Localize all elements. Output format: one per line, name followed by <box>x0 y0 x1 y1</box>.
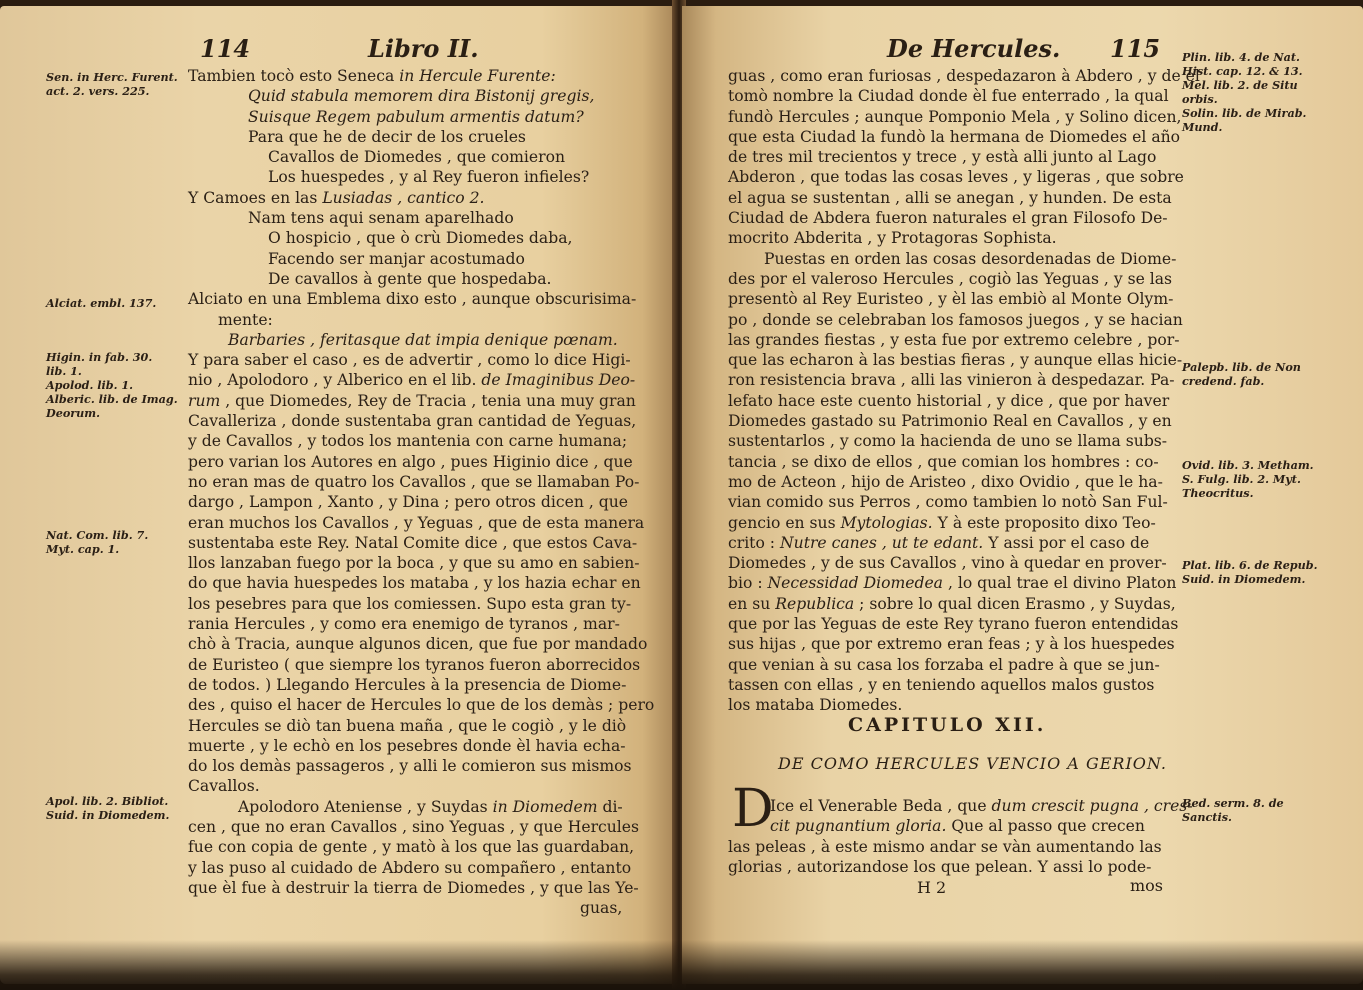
text-line <box>188 898 654 918</box>
text-run: chò à Tracia, aunque algunos dicen, que fue por mandado <box>188 635 648 654</box>
text-run: Facendo ser manjar acostumado <box>268 249 525 268</box>
italic-run: Barbaries , feritasque dat impia denique pœnam. <box>228 330 618 349</box>
text-line <box>728 492 1200 512</box>
margin-note-line: Suid. in Diomedem. <box>1182 572 1306 586</box>
text-run: Ciudad de Abdera fueron naturales el gran Filosofo De- <box>728 209 1168 228</box>
margin-note-line: Deorum. <box>46 406 101 420</box>
text-run: Tambien tocò esto Seneca <box>188 67 400 85</box>
text-line <box>728 857 1193 877</box>
margin-note-line: Mund. <box>1182 120 1223 134</box>
margin-note-line: credend. fab. <box>1182 374 1265 388</box>
text-run: di- <box>597 797 623 816</box>
text-run: muerte , y le echò en los pesebres donde èl havia echa- <box>188 736 626 755</box>
text-line <box>728 513 1200 533</box>
text-run: nio , Apolodoro , y Alberico en el lib. <box>188 371 482 390</box>
signature-mark: H 2 <box>917 878 947 897</box>
text-run: Y à este proposito dixo Teo- <box>932 513 1156 532</box>
margin-note-line: Sen. in Herc. Furent. <box>46 70 178 84</box>
margin-note-line: Alciat. embl. 137. <box>46 296 157 310</box>
text-line <box>188 797 654 817</box>
text-line <box>728 147 1200 167</box>
text-line <box>188 756 654 776</box>
text-run: pero varian los Autores en algo , pues Higinio dice , que <box>188 452 633 471</box>
margin-note-line: Plat. lib. 6. de Repub. <box>1182 558 1318 572</box>
text-run: bio : <box>728 574 768 593</box>
text-line <box>188 86 654 106</box>
italic-run: in Diomedem <box>492 797 598 816</box>
text-line <box>728 107 1200 127</box>
italic-run: Suisque Regem pabulum armentis datum? <box>248 107 584 126</box>
text-run: Diomedes gastado su Patrimonio Real en Cavallos , y en <box>728 412 1172 431</box>
text-run: Cavallos de Diomedes , que comieron <box>268 148 566 167</box>
margin-note-line: Solin. lib. de Mirab. <box>1182 106 1307 120</box>
italic-run: Necessidad Diomedea <box>767 574 943 593</box>
text-line <box>188 411 654 431</box>
italic-run: Lusiadas , cantico 2. <box>322 188 485 207</box>
text-line <box>728 695 1200 715</box>
text-line <box>728 837 1193 857</box>
text-line <box>728 289 1200 309</box>
text-run: des , quiso el hacer de Hercules lo que de los demàs ; pero <box>188 696 655 715</box>
text-run: O hospicio , que ò crù Diomedes daba, <box>268 229 573 248</box>
text-run: , lo qual trae el divino Platon <box>942 574 1177 593</box>
text-line <box>188 167 654 187</box>
drop-cap: D <box>732 779 774 839</box>
text-line <box>188 310 654 330</box>
text-line <box>728 634 1200 654</box>
text-line <box>188 107 654 127</box>
text-run: no eran mas de quatro los Cavallos , que se llamaban Po- <box>188 472 640 491</box>
text-line <box>188 736 654 756</box>
text-run: los mataba Diomedes. <box>728 696 903 715</box>
text-line <box>728 533 1200 553</box>
margin-note <box>46 296 156 310</box>
text-line <box>728 452 1200 472</box>
text-line <box>188 208 654 228</box>
text-line <box>188 878 654 898</box>
text-line <box>188 370 654 390</box>
text-line <box>728 350 1200 370</box>
margin-note-line: Nat. Com. lib. 7. <box>46 528 149 542</box>
text-line <box>188 391 654 411</box>
text-run: Nam tens aqui senam aparelhado <box>248 209 514 228</box>
text-run: eran muchos los Cavallos , y Yeguas , que de esta manera <box>188 513 645 532</box>
right-page-number: 115 <box>1110 34 1161 63</box>
text-run: po , donde se celebraban los famosos juegos , y se hacian <box>728 310 1183 329</box>
text-line <box>188 452 654 472</box>
text-run: Apolodoro Ateniense , y Suydas <box>238 797 493 816</box>
margin-note-line: Hist. cap. 12. & 13. <box>1182 64 1303 78</box>
text-run: De cavallos à gente que hospedaba. <box>268 269 552 288</box>
text-run: do los demàs passageros , y alli le comieron sus mismos <box>188 757 632 776</box>
text-line <box>188 553 654 573</box>
text-line <box>728 431 1200 451</box>
text-run: gencio en sus <box>728 513 841 532</box>
right-main-text <box>728 66 1200 716</box>
margin-note <box>1182 558 1317 586</box>
text-run: sustentarlos , y como la hacienda de uno se llama subs- <box>728 432 1168 451</box>
text-line <box>728 66 1200 86</box>
text-line <box>728 208 1200 228</box>
text-run: dargo , Lampon , Xanto , y Dina ; pero otros dicen , que <box>188 493 628 512</box>
margin-note-line: Mel. lib. 2. de Situ <box>1182 78 1298 92</box>
margin-note-line: Apolod. lib. 1. <box>46 378 134 392</box>
text-run: tassen con ellas , y en teniendo aquellos malos gustos <box>728 675 1155 694</box>
text-run: y las puso al cuidado de Abdero su compañero , entanto <box>188 858 632 877</box>
text-run: sustentaba este Rey. Natal Comite dice , que estos Cava- <box>188 533 638 552</box>
italic-run: Quid stabula memorem dira Bistonij gregis, <box>248 87 595 106</box>
text-run: y de Cavallos , y todos los mantenia con carne humana; <box>188 432 628 451</box>
text-run: des por el valeroso Hercules , cogiò las Yeguas , y se las <box>728 269 1173 288</box>
text-run: que esta Ciudad la fundò la hermana de Diomedes el año <box>728 127 1181 146</box>
text-run: Alciato en una Emblema dixo esto , aunque obscurisima- <box>188 290 637 309</box>
text-run: Hercules se diò tan buena maña , que le cogiò , y le diò <box>188 716 627 735</box>
margin-note-line: Apol. lib. 2. Bibliot. <box>46 794 169 808</box>
margin-note <box>1182 360 1301 388</box>
text-line <box>188 249 654 269</box>
text-line <box>728 675 1200 695</box>
text-line <box>188 513 654 533</box>
text-run: ; sobre lo qual dicen Erasmo , y Suydas, <box>854 594 1176 613</box>
italic-run: cit pugnantium gloria. <box>770 817 947 836</box>
chapter-text <box>728 796 1193 877</box>
text-run: Ice el Venerable Beda , que <box>770 797 992 815</box>
text-run: de Euristeo ( que siempre los tyranos fueron aborrecidos <box>188 655 641 674</box>
text-line <box>188 655 654 675</box>
text-line <box>728 330 1200 350</box>
italic-run: Republica <box>775 594 855 613</box>
text-run: Y assi por el caso de <box>983 533 1150 552</box>
italic-run: rum <box>188 391 221 410</box>
margin-note <box>46 794 169 822</box>
table-surface <box>0 940 1363 990</box>
text-run: mocrito Abderita , y Protagoras Sophista. <box>728 229 1057 248</box>
right-running-head: De Hercules. <box>887 34 1061 63</box>
text-run: guas, <box>580 899 623 918</box>
text-line <box>728 573 1200 593</box>
text-line <box>188 289 654 309</box>
text-line <box>188 66 654 86</box>
text-run: que por las Yeguas de este Rey tyrano fueron entendidas <box>728 615 1179 634</box>
text-line <box>188 228 654 248</box>
text-line <box>728 594 1200 614</box>
margin-note-line: orbis. <box>1182 92 1218 106</box>
text-run: cen , que no eran Cavallos , sino Yeguas , y que Hercules <box>188 817 640 836</box>
margin-note-line: Bed. serm. 8. de <box>1182 796 1284 810</box>
italic-run: in Hercule Furente: <box>399 67 556 85</box>
text-run: crito : <box>728 533 780 552</box>
left-page <box>0 6 676 984</box>
text-run: el agua se sustentan , alli se anegan , y hunden. De esta <box>728 188 1172 207</box>
margin-note-line: S. Fulg. lib. 2. Myt. <box>1182 472 1301 486</box>
text-run: do que havia huespedes los mataba , y los hazia echar en <box>188 574 641 593</box>
margin-note <box>1182 50 1306 134</box>
text-line <box>188 695 654 715</box>
text-run: tomò nombre la Ciudad donde èl fue enterrado , la qual <box>728 87 1169 106</box>
text-line <box>188 350 654 370</box>
text-line <box>728 310 1200 330</box>
text-run: fundò Hercules ; aunque Pomponio Mela , y Solino dicen, <box>728 107 1182 126</box>
margin-note-line: Ovid. lib. 3. Metham. <box>1182 458 1314 472</box>
margin-note-line: lib. 1. <box>46 364 82 378</box>
text-line <box>188 533 654 553</box>
text-line <box>188 269 654 289</box>
text-line <box>188 817 654 837</box>
text-line <box>728 370 1200 390</box>
text-run: llos lanzaban fuego por la boca , y que su amo en sabien- <box>188 554 640 573</box>
text-run: ron resistencia brava , alli las vinieron à despedazar. Pa- <box>728 371 1175 390</box>
text-line <box>188 188 654 208</box>
italic-run: Nutre canes , ut te edant. <box>780 533 984 552</box>
text-run: que las echaron à las bestias fieras , y aunque ellas hicie- <box>728 351 1183 370</box>
text-line <box>188 431 654 451</box>
text-line <box>728 167 1200 187</box>
text-run: glorias , autorizandose los que pelean. Y assi lo pode- <box>728 857 1152 876</box>
text-line <box>188 858 654 878</box>
text-line <box>188 675 654 695</box>
margin-note <box>1182 458 1314 500</box>
margin-note <box>1182 796 1284 824</box>
text-run: en su <box>728 594 776 613</box>
text-line <box>728 269 1200 289</box>
text-run: fue con copia de gente , y matò à los que las guardaban, <box>188 838 635 857</box>
margin-note-line: Sanctis. <box>1182 810 1232 824</box>
text-run: tancia , se dixo de ellos , que comian los hombres : co- <box>728 452 1159 471</box>
text-line <box>188 776 654 796</box>
left-page-number: 114 <box>200 34 251 63</box>
text-run: Para que he de decir de los crueles <box>248 127 526 146</box>
text-line <box>728 411 1200 431</box>
text-run: que venian à su casa los forzaba el padre à que se jun- <box>728 655 1160 674</box>
text-line <box>188 614 654 634</box>
margin-note-line: Suid. in Diomedem. <box>46 808 170 822</box>
text-run: Diomedes , y de sus Cavallos , vino à quedar en prover- <box>728 554 1167 573</box>
text-run: lefato hace este cuento historial , y dice , que por haver <box>728 391 1170 410</box>
margin-note <box>46 70 178 98</box>
text-run: Los huespedes , y al Rey fueron infieles? <box>268 168 590 187</box>
text-run: Y Camoes en las <box>188 188 323 207</box>
text-line <box>728 816 1193 836</box>
text-line <box>728 127 1200 147</box>
text-line <box>188 573 654 593</box>
text-run: vian comido sus Perros , como tambien lo notò San Ful- <box>728 493 1168 512</box>
text-line <box>188 147 654 167</box>
text-line <box>728 655 1200 675</box>
text-run: Cavallos. <box>188 777 260 796</box>
margin-note-line: Alberic. lib. de Imag. <box>46 392 178 406</box>
text-run: que èl fue à destruir la tierra de Diomedes , y que las Ye- <box>188 878 639 897</box>
italic-run: de Imaginibus Deo- <box>481 371 636 390</box>
margin-note <box>46 528 148 556</box>
text-run: Puestas en orden las cosas desordenadas de Diome- <box>764 249 1177 268</box>
margin-note-line: Plin. lib. 4. de Nat. <box>1182 50 1300 64</box>
chapter-subtitle: DE COMO HERCULES VENCIO A GERION. <box>778 754 1167 773</box>
text-run: las peleas , à este mismo andar se vàn aumentando las <box>728 837 1162 856</box>
text-run: de todos. ) Llegando Hercules à la presencia de Diome- <box>188 675 627 694</box>
margin-note <box>46 350 178 420</box>
text-line <box>188 330 654 350</box>
margin-note-line: act. 2. vers. 225. <box>46 84 150 98</box>
margin-note-line: Palepb. lib. de Non <box>1182 360 1301 374</box>
text-run: , que Diomedes, Rey de Tracia , tenia una muy gran <box>220 391 636 410</box>
text-line <box>728 391 1200 411</box>
text-line <box>188 594 654 614</box>
text-line <box>728 188 1200 208</box>
text-run: Que al passo que crecen <box>946 817 1145 836</box>
text-line <box>728 614 1200 634</box>
text-line <box>728 228 1200 248</box>
text-line <box>188 837 654 857</box>
text-run: mo de Acteon , hijo de Aristeo , dixo Ovidio , que le ha- <box>728 472 1163 491</box>
text-run: presentò al Rey Euristeo , y èl las embiò al Monte Olym- <box>728 290 1174 309</box>
text-run: Cavalleriza , donde sustentaba gran cantidad de Yeguas, <box>188 412 637 431</box>
left-running-head: Libro II. <box>368 34 479 63</box>
text-line <box>728 249 1200 269</box>
italic-run: dum crescit pugna , cres- <box>991 797 1193 815</box>
text-line <box>188 716 654 736</box>
text-line <box>728 553 1200 573</box>
text-line <box>188 127 654 147</box>
chapter-title: CAPITULO XII. <box>848 714 1047 736</box>
text-line <box>728 86 1200 106</box>
text-run: mente: <box>218 310 273 329</box>
margin-note-line: Higin. in fab. 30. <box>46 350 153 364</box>
italic-run: Mytologias. <box>840 513 933 532</box>
text-line <box>188 634 654 654</box>
text-run: rania Hercules , y como era enemigo de tyranos , mar- <box>188 615 620 634</box>
catchword: mos <box>1130 876 1164 895</box>
text-run: los pesebres para que los comiessen. Supo esta gran ty- <box>188 594 632 613</box>
margin-note-line: Theocritus. <box>1182 486 1254 500</box>
text-line <box>728 796 1193 816</box>
text-run: de tres mil trecientos y trece , y està alli junto al Lago <box>728 148 1157 167</box>
text-run: las grandes fiestas , y esta fue por extremo celebre , por- <box>728 330 1180 349</box>
text-run: Y para saber el caso , es de advertir , como lo dice Higi- <box>188 351 631 370</box>
right-page <box>682 6 1363 984</box>
text-run: guas , como eran furiosas , despedazaron à Abdero , y de el <box>728 67 1200 85</box>
text-line <box>188 472 654 492</box>
left-main-text <box>188 66 654 918</box>
text-line <box>188 492 654 512</box>
margin-note-line: Myt. cap. 1. <box>46 542 120 556</box>
text-line <box>728 472 1200 492</box>
text-run: Abderon , que todas las cosas leves , y ligeras , que sobre <box>728 168 1184 187</box>
text-run: sus hijas , que por extremo eran feas ; y à los huespedes <box>728 635 1175 654</box>
